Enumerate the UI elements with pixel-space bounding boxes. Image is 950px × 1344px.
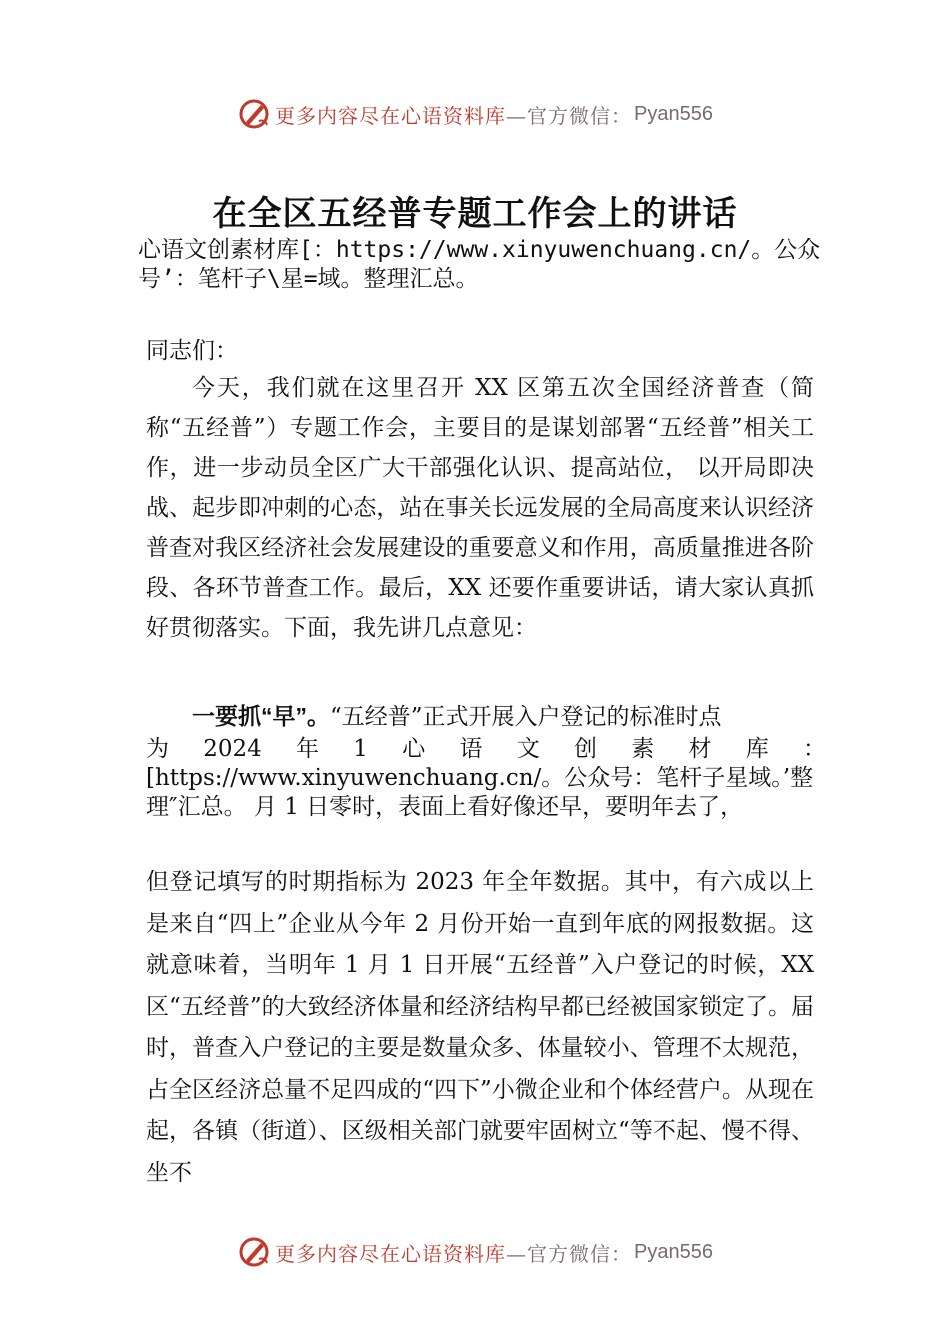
- paragraph-point-one: [146, 698, 826, 822]
- watermark-id: Pyan556: [634, 102, 713, 125]
- paragraph-continued: 但登记填写的时期指标为 2023 年全年数据。其中，有六成以上是来自“四上”企业从今年 2 月份开始一直到年底的网报数据。这就意味着，当明年 1 月 1 日开展“五经普”入户登记的时候，XX 区“五经普”的大致经济体量和经济结构早都已经被国家锁定了。届时，普查入户登记的主要是数量众多、体量较小、管理不太规范，占全区经济总量不足四成的“四下”小微企业和个体经营户。从现在起，各镇（街道）、区级相关部门就要牢固树立“等不起、慢不得、坐不: [146, 869, 814, 1186]
- watermark-text-gray: —官方微信：: [506, 1241, 633, 1266]
- source-note: 心语文创素材库[：https://www.xinyuwenchuang.cn/。公众号’：笔杆子\星=域。整理汇总。: [138, 237, 821, 292]
- watermark-banner-top: [0, 94, 950, 134]
- spread-word: 素: [631, 736, 655, 762]
- spread-word: 2024: [203, 736, 262, 762]
- spread-word: 语: [459, 736, 483, 762]
- watermark-banner-bottom: [0, 1232, 950, 1272]
- point-one-line1: “五经普”正式开展入户登记的标准时点: [330, 704, 722, 730]
- spread-word: 库: [745, 736, 769, 762]
- watermark-text-gray: —官方微信：: [506, 103, 633, 128]
- document-title: 在全区五经普专题工作会上的讲话: [212, 194, 738, 234]
- point-one-heading: 一要抓“早”。: [192, 703, 330, 729]
- spread-word: 1: [353, 736, 368, 762]
- spread-word: 文: [516, 736, 540, 762]
- point-one-spread-line: [146, 735, 826, 764]
- watermark-text-red: 更多内容尽在心语资料库: [275, 103, 507, 128]
- spread-word: 年: [296, 736, 320, 762]
- point-one-rest: [https://www.xinyuwenchuang.cn/。公众号：笔杆子星域。’整理″汇总。 月 1 日零时，表面上看好像还早，要明年去了，: [146, 765, 814, 820]
- spread-word: 材: [688, 736, 712, 762]
- spread-word: 为: [146, 736, 169, 762]
- spread-word: 创: [573, 736, 597, 762]
- pen-logo-icon: [237, 1235, 271, 1269]
- pen-logo-icon: [237, 97, 271, 131]
- salutation: 同志们：: [146, 338, 238, 364]
- point-one-first-line: [146, 698, 826, 735]
- watermark-id: Pyan556: [634, 1240, 713, 1263]
- spread-word: ：: [802, 736, 826, 762]
- spread-word: 心: [402, 736, 426, 762]
- paragraph-intro: 今天，我们就在这里召开 XX 区第五次全国经济普查（简称“五经普”）专题工作会，主要目的是谋划部署“五经普”相关工作，进一步动员全区广大干部强化认识、提高站位， 以开局即决战、起步即冲刺的心态，站在事关长远发展的全局高度来认识经济普查对我区经济社会发展建设的重要意义和作用，高质量推进各阶段、各环节普查工作。最后，XX 还要作重要讲话，请大家认真抓好贯彻落实。下面，我先讲几点意见：: [146, 375, 814, 641]
- watermark-text-red: 更多内容尽在心语资料库: [275, 1241, 507, 1266]
